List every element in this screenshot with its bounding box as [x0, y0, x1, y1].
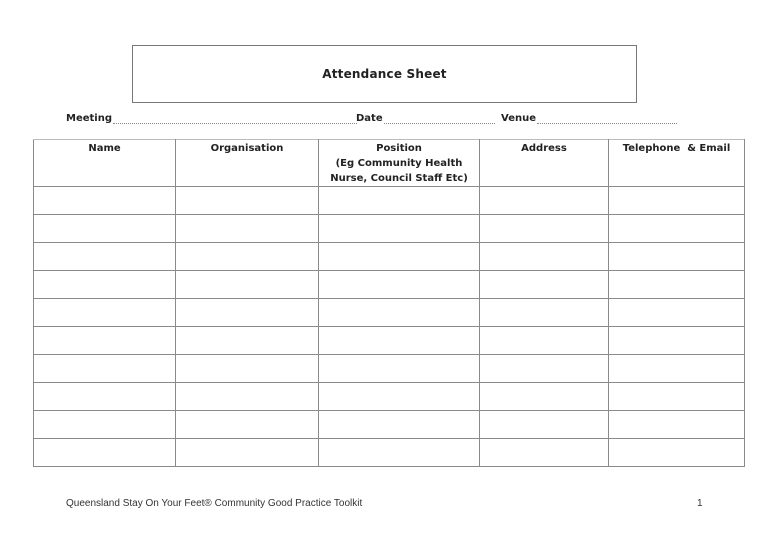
header-address: Address	[480, 140, 609, 187]
table-row	[34, 271, 745, 299]
table-cell[interactable]	[609, 187, 745, 215]
table-cell[interactable]	[319, 243, 480, 271]
header-name: Name	[34, 140, 176, 187]
header-organisation: Organisation	[176, 140, 319, 187]
table-cell[interactable]	[480, 411, 609, 439]
attendance-table	[33, 139, 745, 467]
page-number: 1	[697, 498, 703, 509]
table-cell[interactable]	[176, 215, 319, 243]
page-title: Attendance Sheet	[322, 67, 447, 81]
table-row	[34, 355, 745, 383]
table-cell[interactable]	[34, 355, 176, 383]
table-cell[interactable]	[609, 411, 745, 439]
meeting-field[interactable]	[66, 110, 357, 124]
table-cell[interactable]	[480, 383, 609, 411]
table-cell[interactable]	[480, 243, 609, 271]
date-field[interactable]	[356, 110, 495, 124]
table-cell[interactable]	[176, 187, 319, 215]
table-cell[interactable]	[176, 327, 319, 355]
table-cell[interactable]	[319, 383, 480, 411]
table-row	[34, 243, 745, 271]
table-cell[interactable]	[609, 271, 745, 299]
table-cell[interactable]	[176, 411, 319, 439]
header-row	[34, 140, 745, 187]
table-cell[interactable]	[34, 299, 176, 327]
table-cell[interactable]	[34, 215, 176, 243]
table-cell[interactable]	[176, 355, 319, 383]
table-cell[interactable]	[480, 327, 609, 355]
table-cell[interactable]	[34, 383, 176, 411]
table-cell[interactable]	[480, 355, 609, 383]
table-cell[interactable]	[176, 271, 319, 299]
table-cell[interactable]	[480, 215, 609, 243]
table-cell[interactable]	[319, 215, 480, 243]
table-row	[34, 299, 745, 327]
header-position: Position (Eg Community Health Nurse, Council Staff Etc)	[319, 140, 480, 187]
table-row	[34, 383, 745, 411]
table-cell[interactable]	[176, 243, 319, 271]
table-cell[interactable]	[34, 271, 176, 299]
table-row	[34, 187, 745, 215]
table-cell[interactable]	[609, 355, 745, 383]
table-cell[interactable]	[480, 299, 609, 327]
table-cell[interactable]	[319, 271, 480, 299]
date-label: Date	[356, 113, 383, 124]
table-cell[interactable]	[34, 187, 176, 215]
table-cell[interactable]	[609, 299, 745, 327]
venue-field[interactable]	[501, 110, 677, 124]
table-cell[interactable]	[34, 439, 176, 467]
table-cell[interactable]	[480, 439, 609, 467]
table-cell[interactable]	[609, 383, 745, 411]
venue-blank[interactable]	[537, 113, 677, 124]
table-cell[interactable]	[609, 215, 745, 243]
header-telephone-email: Telephone & Email	[609, 140, 745, 187]
table-cell[interactable]	[319, 187, 480, 215]
table-cell[interactable]	[34, 243, 176, 271]
meeting-blank[interactable]	[113, 113, 357, 124]
table-cell[interactable]	[176, 383, 319, 411]
table-cell[interactable]	[319, 327, 480, 355]
table-row	[34, 411, 745, 439]
table-cell[interactable]	[319, 299, 480, 327]
table-cell[interactable]	[176, 299, 319, 327]
footer-text: Queensland Stay On Your Feet® Community Good Practice Toolkit	[66, 498, 363, 509]
table-cell[interactable]	[609, 327, 745, 355]
date-blank[interactable]	[384, 113, 495, 124]
venue-label: Venue	[501, 113, 536, 124]
table-row	[34, 439, 745, 467]
table-cell[interactable]	[319, 411, 480, 439]
title-box	[132, 45, 637, 103]
table-cell[interactable]	[480, 187, 609, 215]
table-cell[interactable]	[34, 327, 176, 355]
table-row	[34, 215, 745, 243]
table-cell[interactable]	[609, 243, 745, 271]
table-cell[interactable]	[480, 271, 609, 299]
table-cell[interactable]	[176, 439, 319, 467]
table-cell[interactable]	[609, 439, 745, 467]
table-cell[interactable]	[319, 355, 480, 383]
table-cell[interactable]	[319, 439, 480, 467]
table-cell[interactable]	[34, 411, 176, 439]
meeting-label: Meeting	[66, 113, 113, 124]
table-row	[34, 327, 745, 355]
